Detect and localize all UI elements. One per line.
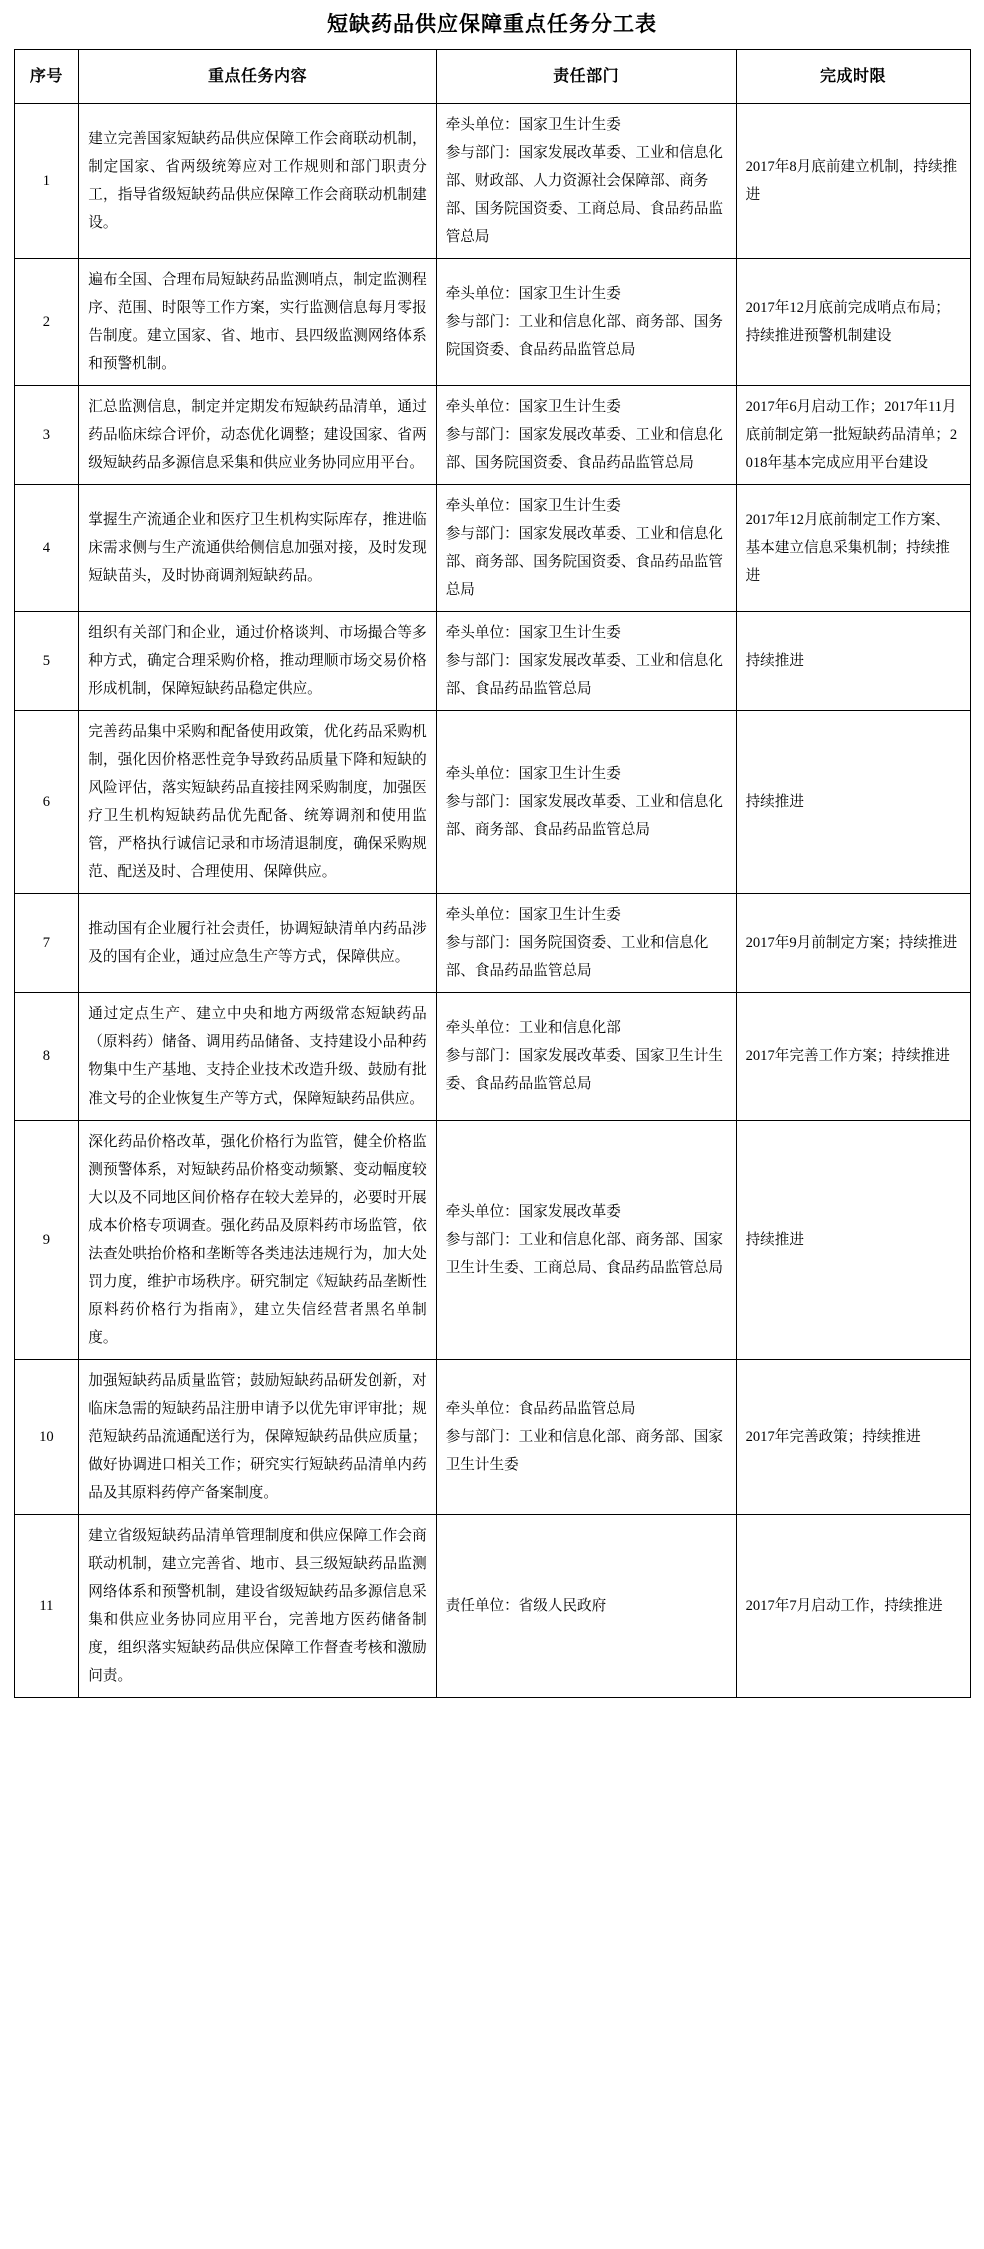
responsible-department-cell [436,1120,736,1359]
task-content-cell: 完善药品集中采购和配备使用政策，优化药品采购机制，强化因价格恶性竞争导致药品质量下降和短缺的风险评估，落实短缺药品直接挂网采购制度，加强医疗卫生机构短缺药品优先配备、统筹调剂和使用监管，严格执行诚信记录和市场清退制度，确保采购规范、配送及时、合理使用、保障供应。 [79,711,436,894]
lead-unit-label: 牵头单位：国家卫生计生委 [445,286,621,303]
task-content-cell: 组织有关部门和企业，通过价格谈判、市场撮合等多种方式，确定合理采购价格，推动理顺市场交易价格形成机制，保障短缺药品稳定供应。 [79,612,436,711]
lead-unit-label: 责任单位：省级人民政府 [445,1597,607,1614]
participating-departments-label: 参与部门：国家发展改革委、工业和信息化部、食品药品监管总局 [445,653,723,698]
deadline-cell: 2017年9月前制定方案；持续推进 [736,894,970,993]
participating-departments-label: 参与部门：工业和信息化部、商务部、国务院国资委、食品药品监管总局 [445,314,723,359]
participating-departments-label: 参与部门：国家发展改革委、工业和信息化部、国务院国资委、食品药品监管总局 [445,427,723,472]
task-assignment-table [14,49,971,1698]
table-row [14,104,970,259]
lead-unit-label: 牵头单位：国家发展改革委 [445,1203,621,1220]
task-content-cell: 建立省级短缺药品清单管理制度和供应保障工作会商联动机制，建立完善省、地市、县三级短缺药品监测网络体系和预警机制，建设省级短缺药品多源信息采集和供应业务协同应用平台，完善地方医药储备制度，组织落实短缺药品供应保障工作督查考核和激励问责。 [79,1514,436,1697]
column-header-task: 重点任务内容 [79,50,436,104]
deadline-cell: 持续推进 [736,1120,970,1359]
row-number: 8 [14,993,79,1120]
page-title: 短缺药品供应保障重点任务分工表 [327,11,657,36]
table-row [14,711,970,894]
table-row [14,1514,970,1697]
row-number: 2 [14,259,79,386]
row-number: 7 [14,894,79,993]
participating-departments-label: 参与部门：国家发展改革委、工业和信息化部、财政部、人力资源社会保障部、商务部、国务院国资委、工商总局、食品药品监管总局 [445,145,723,246]
deadline-cell: 2017年8月底前建立机制，持续推进 [736,104,970,259]
deadline-cell: 2017年完善政策；持续推进 [736,1359,970,1514]
lead-unit-label: 牵头单位：国家卫生计生委 [445,625,621,642]
table-body [14,104,970,1698]
responsible-department-cell [436,993,736,1120]
table-row [14,993,970,1120]
responsible-department-cell [436,259,736,386]
task-content-cell: 通过定点生产、建立中央和地方两级常态短缺药品（原料药）储备、调用药品储备、支持建设小品种药物集中生产基地、支持企业技术改造升级、鼓励有批准文号的企业恢复生产等方式，保障短缺药品供应。 [79,993,436,1120]
responsible-department-cell [436,104,736,259]
row-number: 5 [14,612,79,711]
participating-departments-label: 参与部门：国家发展改革委、工业和信息化部、商务部、国务院国资委、食品药品监管总局 [445,526,723,599]
table-header-row [14,50,970,104]
lead-unit-label: 牵头单位：国家卫生计生委 [445,907,621,924]
table-row [14,259,970,386]
task-content-cell: 掌握生产流通企业和医疗卫生机构实际库存，推进临床需求侧与生产流通供给侧信息加强对接，及时发现短缺苗头，及时协商调剂短缺药品。 [79,485,436,612]
task-content-cell: 汇总监测信息，制定并定期发布短缺药品清单，通过药品临床综合评价，动态优化调整；建设国家、省两级短缺药品多源信息采集和供应业务协同应用平台。 [79,386,436,485]
deadline-cell: 持续推进 [736,612,970,711]
table-header [14,50,970,104]
responsible-department-cell [436,612,736,711]
row-number: 6 [14,711,79,894]
responsible-department-cell [436,1359,736,1514]
table-row [14,1120,970,1359]
table-row [14,612,970,711]
participating-departments-label: 参与部门：国家发展改革委、工业和信息化部、商务部、食品药品监管总局 [445,794,723,839]
task-content-cell: 深化药品价格改革，强化价格行为监管，健全价格监测预警体系，对短缺药品价格变动频繁、变动幅度较大以及不同地区间价格存在较大差异的，必要时开展成本价格专项调查。强化药品及原料药市场监管，依法查处哄抬价格和垄断等各类违法违规行为，加大处罚力度，维护市场秩序。研究制定《短缺药品垄断性原料药价格行为指南》，建立失信经营者黑名单制度。 [79,1120,436,1359]
column-header-dept: 责任部门 [436,50,736,104]
lead-unit-label: 牵头单位：食品药品监管总局 [445,1400,636,1417]
lead-unit-label: 牵头单位：国家卫生计生委 [445,766,621,783]
participating-departments-label: 参与部门：国务院国资委、工业和信息化部、食品药品监管总局 [445,935,709,980]
lead-unit-label: 牵头单位：国家卫生计生委 [445,399,621,416]
row-number: 10 [14,1359,79,1514]
task-content-cell: 建立完善国家短缺药品供应保障工作会商联动机制，制定国家、省两级统筹应对工作规则和部门职责分工，指导省级短缺药品供应保障工作会商联动机制建设。 [79,104,436,259]
responsible-department-cell [436,485,736,612]
responsible-department-cell [436,894,736,993]
responsible-department-cell [436,711,736,894]
deadline-cell: 2017年6月启动工作；2017年11月底前制定第一批短缺药品清单；2018年基本完成应用平台建设 [736,386,970,485]
task-content-cell: 加强短缺药品质量监管；鼓励短缺药品研发创新，对临床急需的短缺药品注册申请予以优先审评审批；规范短缺药品流通配送行为，保障短缺药品供应质量；做好协调进口相关工作；研究实行短缺药品清单内药品及其原料药停产备案制度。 [79,1359,436,1514]
table-row [14,1359,970,1514]
deadline-cell: 2017年12月底前制定工作方案、基本建立信息采集机制；持续推进 [736,485,970,612]
column-header-no: 序号 [14,50,79,104]
participating-departments-label: 参与部门：工业和信息化部、商务部、国家卫生计生委、工商总局、食品药品监管总局 [445,1231,723,1276]
row-number: 3 [14,386,79,485]
table-row [14,894,970,993]
row-number: 1 [14,104,79,259]
responsible-department-cell [436,1514,736,1697]
lead-unit-label: 牵头单位：国家卫生计生委 [445,498,621,515]
task-content-cell: 遍布全国、合理布局短缺药品监测哨点，制定监测程序、范围、时限等工作方案，实行监测信息每月零报告制度。建立国家、省、地市、县四级监测网络体系和预警机制。 [79,259,436,386]
row-number: 4 [14,485,79,612]
deadline-cell: 2017年完善工作方案；持续推进 [736,993,970,1120]
responsible-department-cell [436,386,736,485]
row-number: 11 [14,1514,79,1697]
lead-unit-label: 牵头单位：国家卫生计生委 [445,117,621,134]
table-row [14,485,970,612]
lead-unit-label: 牵头单位：工业和信息化部 [445,1020,621,1037]
column-header-deadline: 完成时限 [736,50,970,104]
row-number: 9 [14,1120,79,1359]
participating-departments-label: 参与部门：工业和信息化部、商务部、国家卫生计生委 [445,1428,723,1473]
participating-departments-label: 参与部门：国家发展改革委、国家卫生计生委、食品药品监管总局 [445,1048,723,1093]
deadline-cell: 2017年7月启动工作，持续推进 [736,1514,970,1697]
task-content-cell: 推动国有企业履行社会责任，协调短缺清单内药品涉及的国有企业，通过应急生产等方式，保障供应。 [79,894,436,993]
table-row [14,386,970,485]
deadline-cell: 2017年12月底前完成哨点布局；持续推进预警机制建设 [736,259,970,386]
deadline-cell: 持续推进 [736,711,970,894]
